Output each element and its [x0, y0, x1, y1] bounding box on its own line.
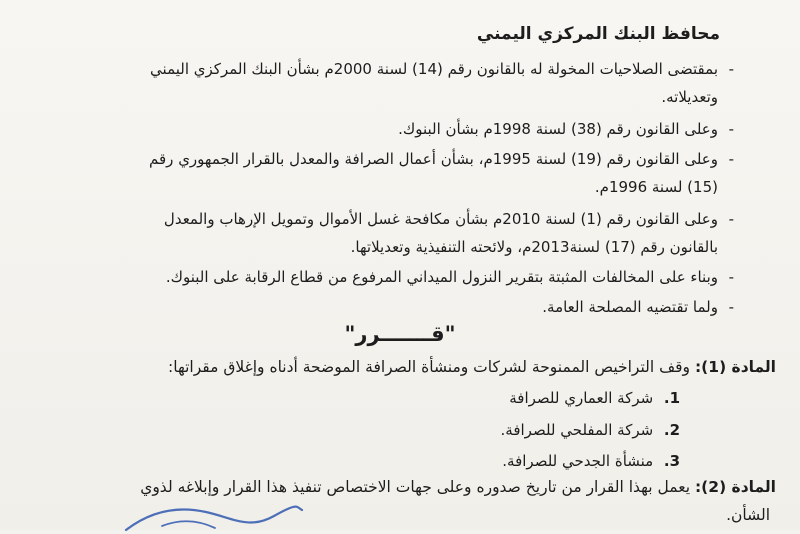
- preamble-line-6: - وعلى القانون رقم (1) لسنة 2010م بشأن مكافحة غسل الأموال وتمويل الإرهاب والمعدل: [164, 210, 718, 228]
- preamble-line-9: - ولما تقتضيه المصلحة العامة.: [542, 298, 718, 316]
- preamble-line-7: بالقانون رقم (17) لسنة2013م، ولائحته التنفيذية وتعديلاتها.: [350, 238, 718, 256]
- list-item-text: منشأة الجدحي للصرافة.: [502, 452, 654, 470]
- list-item: [501, 421, 680, 439]
- preamble-line-3: - وعلى القانون رقم (38) لسنة 1998م بشأن البنوك.: [398, 120, 718, 138]
- document-subheading: محافظ البنك المركزي اليمني: [476, 24, 720, 44]
- decision-title: "قـــــــرر": [344, 322, 456, 346]
- preamble-line-2: وتعديلاته.: [661, 88, 718, 106]
- article-2-label: المادة (2):: [694, 478, 776, 496]
- article-1-text: وقف التراخيص الممنوحة لشركات ومنشأة الصرافة الموضحة أدناه وإغلاق مقراتها:: [168, 358, 695, 376]
- list-item: [502, 452, 680, 470]
- signature-mark: [124, 500, 304, 534]
- list-item: [509, 389, 680, 407]
- preamble-line-5: (15) لسنة 1996م.: [594, 178, 718, 196]
- article-2-text: يعمل بهذا القرار من تاريخ صدوره وعلى جهات الاختصاص تنفيذ هذا القرار وإبلاغه لذوي: [140, 478, 695, 496]
- article-1-label: المادة (1):: [694, 358, 776, 376]
- article-2-tail: الشأن.: [726, 506, 770, 524]
- preamble-line-8: - وبناء على المخالفات المثبتة بتقرير النزول الميداني المرفوع من قطاع الرقابة على البنوك.: [166, 268, 718, 286]
- list-item-number: 2.: [663, 421, 680, 439]
- preamble-line-4: - وعلى القانون رقم (19) لسنة 1995م، بشأن أعمال الصرافة والمعدل بالقرار الجمهوري رقم: [149, 150, 718, 168]
- list-item-text: شركة العماري للصرافة: [509, 389, 654, 407]
- list-item-number: 3.: [663, 452, 680, 470]
- article-1: [168, 358, 776, 376]
- list-item-number: 1.: [663, 389, 680, 407]
- article-2: [140, 478, 776, 496]
- preamble-line-1: - بمقتضى الصلاحيات المخولة له بالقانون رقم (14) لسنة 2000م بشأن البنك المركزي اليمني: [150, 60, 718, 78]
- list-item-text: شركة المفلحي للصرافة.: [500, 421, 654, 439]
